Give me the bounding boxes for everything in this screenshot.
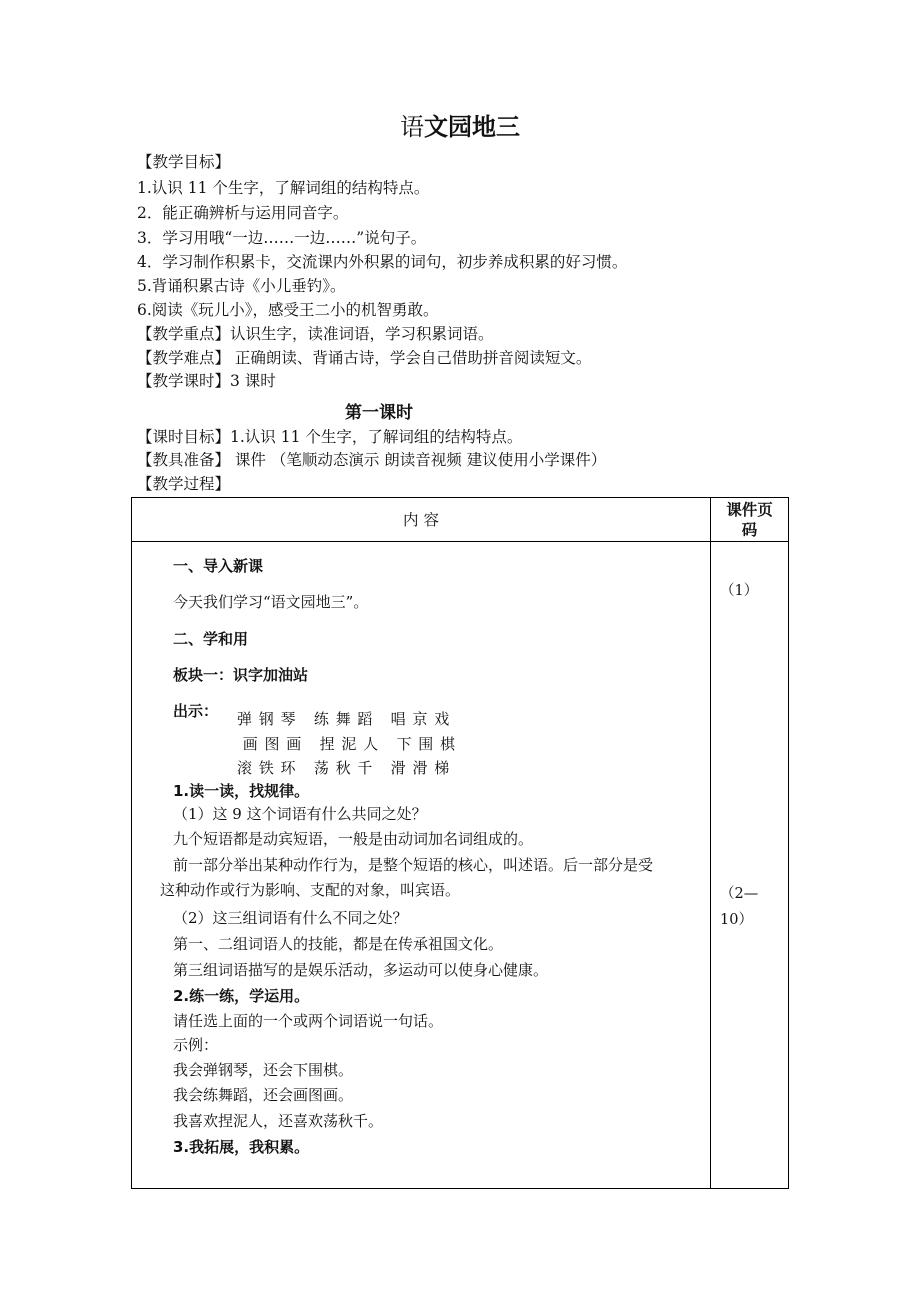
paragraph: 请任选上面的一个或两个词语说一句话。: [173, 1012, 444, 1030]
lesson-title: 第一课时: [345, 403, 413, 423]
step-heading: 1.读一读，找规律。: [173, 782, 310, 800]
paragraph: 九个短语都是动宾短语，一般是由动词加名词组成的。: [173, 830, 534, 848]
word-row: 画 图 画 捏 泥 人 下 围 棋: [237, 735, 456, 753]
objective-item: 3．学习用哦“一边……一边……”说句子。: [137, 229, 427, 247]
word-row: 滚 铁 环 荡 秋 千 滑 滑 梯: [237, 759, 451, 777]
process-label: 【教学过程】: [137, 475, 231, 493]
section-heading: 一、导入新课: [173, 557, 264, 575]
column-divider: [710, 498, 711, 1188]
word-row: 弹 钢 琴 练 舞 蹈 唱 京 戏: [237, 710, 451, 728]
header-divider: [132, 541, 788, 542]
header-content: 内 容: [403, 511, 439, 529]
step-heading: 2.练一练，学运用。: [173, 987, 310, 1005]
paragraph: 第一、二组词语人的技能，都是在传承祖国文化。: [173, 935, 504, 953]
show-label: 出示：: [173, 702, 219, 720]
page-ref: （1）: [720, 583, 759, 599]
objective-item: 4．学习制作积累卡，交流课内外积累的词句，初步养成积累的好习惯。: [137, 253, 628, 271]
key-points: 【教学重点】认识生字，读准词语，学习积累词语。: [137, 325, 494, 343]
paragraph: 今天我们学习“语文园地三”。: [173, 593, 369, 611]
paragraph: 前一部分举出某种动作行为，是整个短语的核心，叫述语。后一部分是受: [173, 856, 654, 874]
example-sentence: 我喜欢捏泥人，还喜欢荡秋千。: [173, 1112, 384, 1130]
block-heading: 板块一：识字加油站: [173, 666, 309, 684]
objective-item: 2．能正确辨析与运用同音字。: [137, 204, 349, 222]
objective-item: 1.认识 11 个生字，了解词组的结构特点。: [137, 179, 430, 197]
header-page: 课件页 码: [726, 501, 773, 539]
question: （2）这三组词语有什么不同之处？: [173, 909, 408, 927]
difficulties: 【教学难点】 正确朗读、背诵古诗，学会自己借助拼音阅读短文。: [137, 349, 592, 367]
lesson-goal: 【课时目标】1.认识 11 个生字，了解词组的结构特点。: [137, 428, 523, 446]
example-sentence: 我会弹钢琴，还会下围棋。: [173, 1061, 354, 1079]
process-table: [131, 497, 789, 1189]
step-heading: 3.我拓展，我积累。: [173, 1138, 310, 1156]
section-heading: 二、学和用: [173, 630, 249, 648]
page-title: 语文园地三: [400, 113, 520, 141]
question: （1）这 9 这个词语有什么共同之处？: [173, 805, 427, 823]
objective-item: 5.背诵积累古诗《小儿垂钓》。: [137, 277, 346, 295]
materials: 【教具准备】 课件 （笔顺动态演示 朗读音视频 建议使用小学课件）: [137, 451, 607, 469]
objectives-label: 【教学目标】: [137, 153, 231, 171]
class-hours: 【教学课时】3 课时: [137, 372, 276, 390]
paragraph: 这种动作或行为影响、支配的对象，叫宾语。: [160, 881, 461, 899]
example-label: 示例：: [173, 1036, 219, 1054]
example-sentence: 我会练舞蹈，还会画图画。: [173, 1086, 354, 1104]
objective-item: 6.阅读《玩儿小》，感受王二小的机智勇敢。: [137, 301, 439, 319]
page-ref: （2— 10）: [720, 886, 759, 928]
paragraph: 第三组词语描写的是娱乐活动，多运动可以使身心健康。: [173, 961, 549, 979]
